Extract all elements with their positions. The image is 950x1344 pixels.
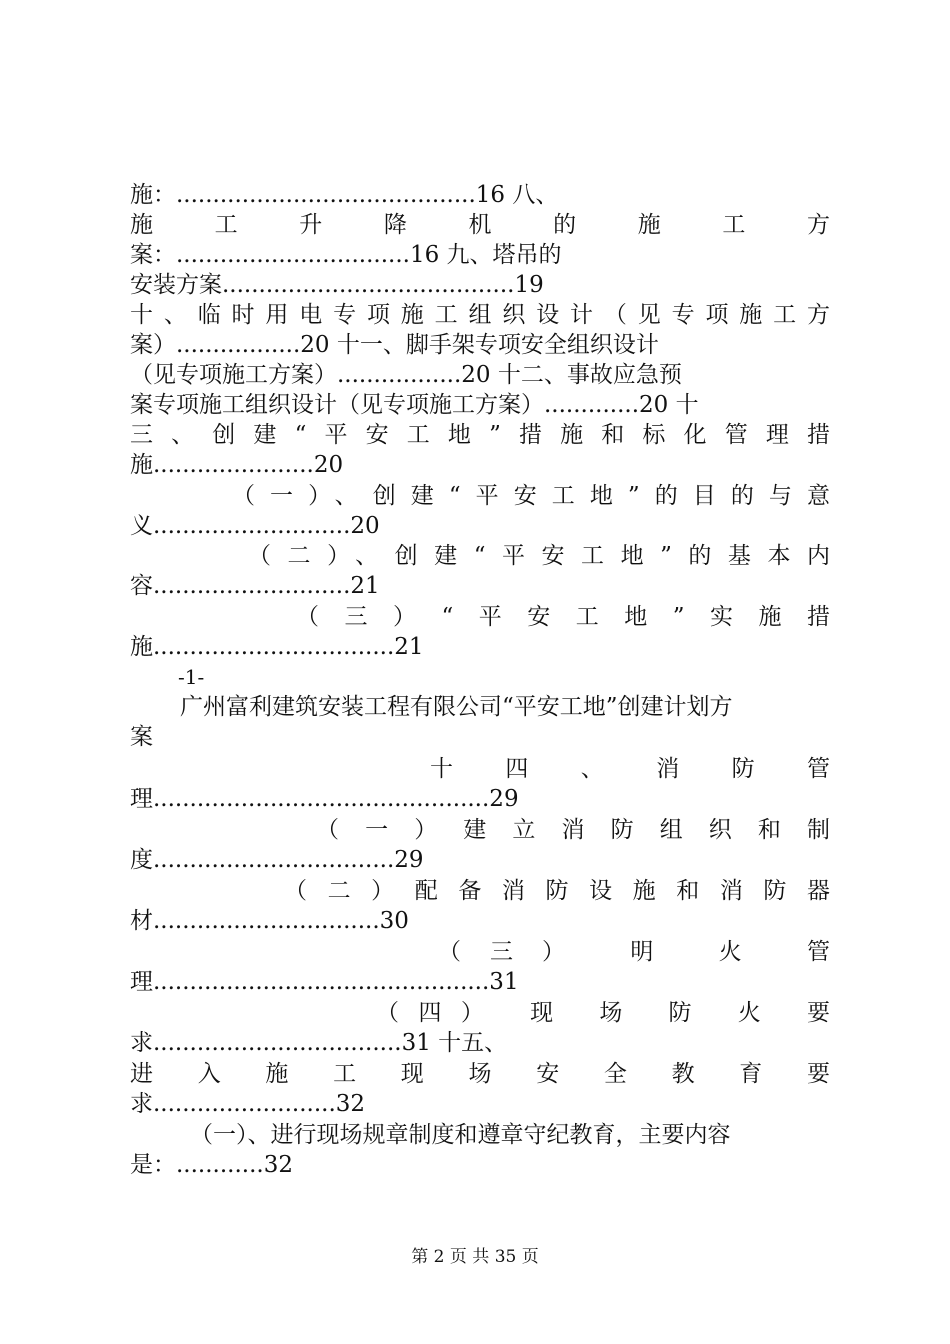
toc-line: 容...........................21 — [130, 573, 380, 599]
toc-line: 施：.........................................16 八、 — [130, 182, 559, 208]
toc-line: 施.................................21 — [130, 634, 424, 660]
toc-line: （四） 现 场 防 火 要 — [376, 1000, 830, 1026]
toc-line: 是：............32 — [130, 1152, 293, 1178]
toc-line: （三）“平安工地”实施措 — [296, 604, 830, 630]
page-marker: -1- — [178, 665, 205, 689]
toc-line: 理..............................................31 — [130, 969, 519, 995]
toc-line: （一）、进行现场规章制度和遵章守纪教育，主要内容 — [190, 1122, 731, 1148]
document-title-cont: 案 — [130, 724, 153, 750]
toc-line: 求.........................32 — [130, 1091, 366, 1117]
toc-line: 理..............................................29 — [130, 786, 519, 812]
toc-line: 材...............................30 — [130, 908, 409, 934]
toc-line: 安装方案........................................19 — [130, 272, 544, 298]
toc-line: （二）、创建“平安工地”的基本内 — [248, 543, 830, 569]
toc-line: 案）.................20 十一、脚手架专项安全组织设计 — [130, 332, 659, 358]
toc-line: 施 工 升 降 机 的 施 工 方 — [130, 212, 830, 238]
toc-line: 进 入 施 工 现 场 安 全 教 育 要 — [130, 1061, 830, 1087]
toc-line: 度.................................29 — [130, 847, 424, 873]
toc-line: 案：................................16 九、塔吊的 — [130, 242, 562, 268]
page-footer: 第 2 页 共 35 页 — [411, 1247, 539, 1267]
toc-line: （见专项施工方案）.................20 十二、事故应急预 — [130, 362, 682, 388]
toc-line: 十 四 、 消 防 管 — [430, 756, 830, 782]
toc-line: （一）建立消防组织和制 — [316, 817, 830, 843]
toc-line: 案专项施工组织设计（见专项施工方案）.............20 十 — [130, 392, 699, 418]
toc-line: 三、创建“平安工地”措施和标化管理措 — [130, 422, 830, 448]
toc-line: 施......................20 — [130, 452, 344, 478]
toc-line: 十、临时用电专项施工组织设计（见专项施工方 — [130, 302, 830, 328]
toc-line: 义...........................20 — [130, 513, 380, 539]
toc-line: （三） 明 火 管 — [438, 939, 830, 965]
toc-line: （一）、创建“平安工地”的目的与意 — [232, 483, 830, 509]
toc-line: （二）配备消防设施和消防器 — [284, 878, 830, 904]
toc-line: 求..................................31 十五、 — [130, 1030, 508, 1056]
document-title: 广州富利建筑安装工程有限公司“平安工地”创建计划方 — [180, 694, 733, 720]
